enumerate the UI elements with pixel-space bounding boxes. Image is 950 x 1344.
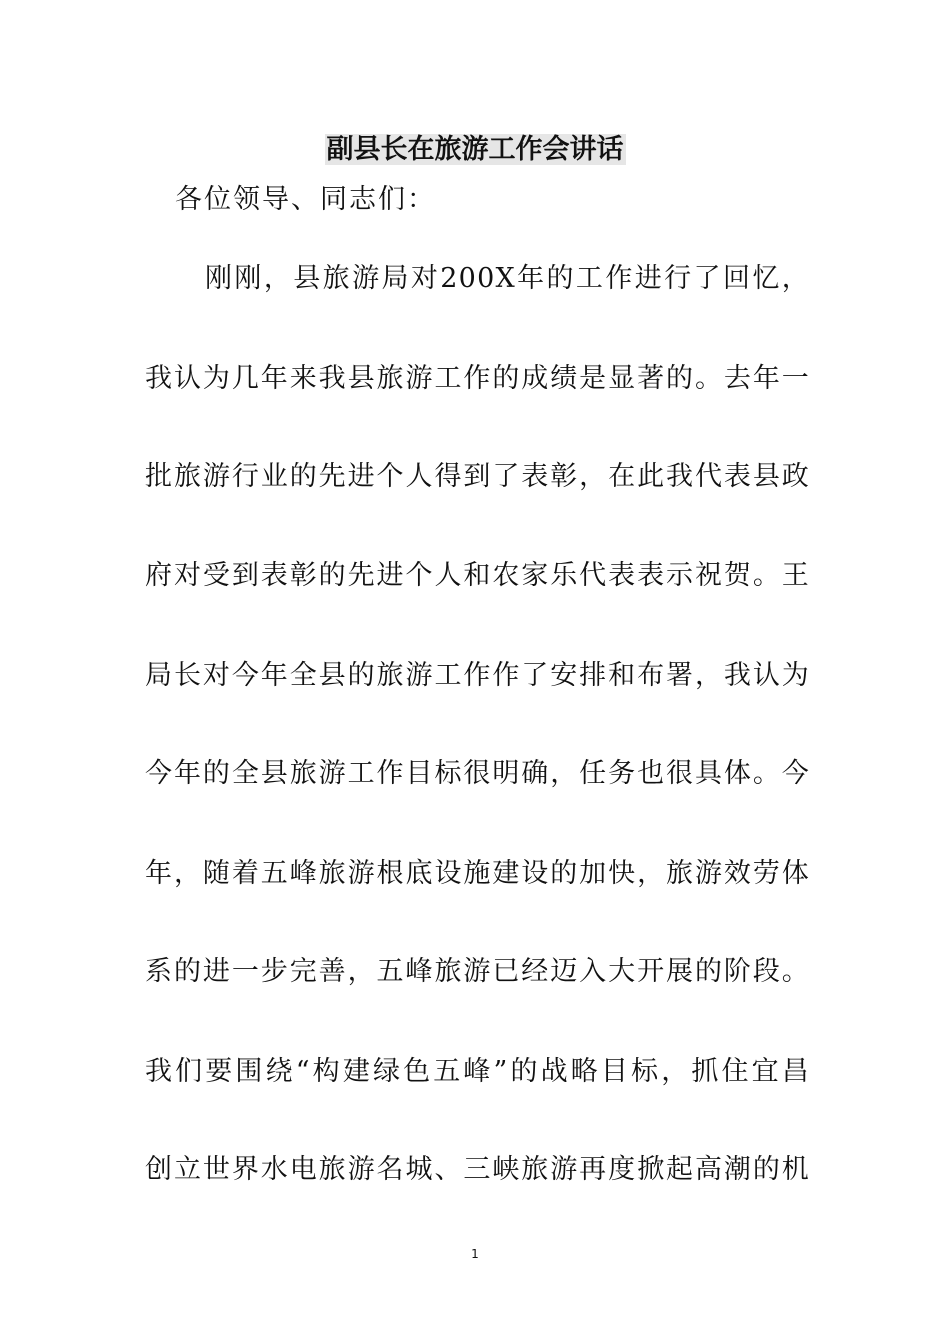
page-number: 1 (471, 1247, 479, 1261)
body-line-5: 局长对今年全县的旅游工作作了安排和布署，我认为 (145, 660, 810, 691)
body-line-7: 年，随着五峰旅游根底设施建设的加快，旅游效劳体 (145, 858, 810, 889)
body-line-6: 今年的全县旅游工作目标很明确，任务也很具体。今 (145, 758, 810, 789)
document-title (0, 130, 950, 170)
body-line-4: 府对受到表彰的先进个人和农家乐代表表示祝贺。王 (145, 560, 810, 591)
document-title-text: 副县长在旅游工作会讲话 (326, 134, 624, 165)
body-line-10: 创立世界水电旅游名城、三峡旅游再度掀起高潮的机 (145, 1154, 810, 1185)
body-line-3: 批旅游行业的先进个人得到了表彰，在此我代表县政 (145, 461, 810, 492)
body-line-1: 刚刚，县旅游局对200X年的工作进行了回忆， (205, 263, 810, 294)
body-line-2: 我认为几年来我县旅游工作的成绩是显著的。去年一 (145, 363, 810, 394)
body-line-9: 我们要围绕“构建绿色五峰”的战略目标，抓住宜昌 (145, 1056, 810, 1087)
salutation: 各位领导、同志们： (175, 184, 436, 215)
body-line-8: 系的进一步完善，五峰旅游已经迈入大开展的阶段。 (145, 956, 810, 987)
